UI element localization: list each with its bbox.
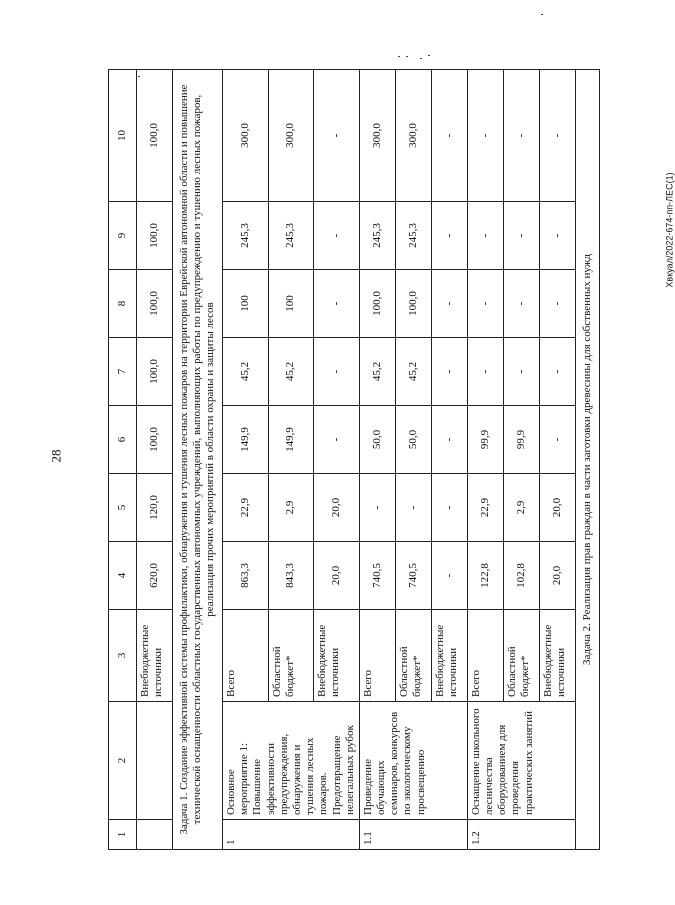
- table-row: [137, 70, 173, 850]
- budget-table: [108, 69, 600, 850]
- value-cell: -: [314, 406, 360, 474]
- value-cell: -: [503, 338, 539, 406]
- value-cell: 300,0: [268, 70, 314, 202]
- value-cell: 45,2: [359, 338, 395, 406]
- value-cell: -: [467, 202, 503, 270]
- funding-source: Всего: [223, 610, 269, 702]
- table-row: [223, 70, 269, 850]
- value-cell: 740,5: [395, 542, 431, 610]
- value-cell: 120,0: [137, 474, 173, 542]
- value-cell: -: [431, 270, 467, 338]
- value-cell: 45,2: [395, 338, 431, 406]
- value-cell: 300,0: [359, 70, 395, 202]
- value-cell: 20,0: [314, 542, 360, 610]
- value-cell: -: [467, 70, 503, 202]
- value-cell: -: [467, 270, 503, 338]
- value-cell: -: [431, 474, 467, 542]
- col-head-6: 6: [109, 406, 137, 474]
- value-cell: 100: [223, 270, 269, 338]
- value-cell: -: [314, 202, 360, 270]
- row-number: 1.2: [467, 820, 575, 850]
- value-cell: -: [539, 70, 575, 202]
- funding-source: Всего: [467, 610, 503, 702]
- value-cell: -: [539, 338, 575, 406]
- value-cell: -: [539, 406, 575, 474]
- value-cell: 100,0: [137, 338, 173, 406]
- col-head-3: 3: [109, 610, 137, 702]
- document-id: Хвкуал/2022-674-пп-ЛЕС(1): [664, 172, 675, 288]
- value-cell: -: [314, 70, 360, 202]
- value-cell: 50,0: [395, 406, 431, 474]
- value-cell: 45,2: [268, 338, 314, 406]
- value-cell: -: [314, 338, 360, 406]
- col-head-2: 2: [109, 702, 137, 820]
- rotated-table-container: [108, 70, 594, 850]
- value-cell: 245,3: [395, 202, 431, 270]
- value-cell: -: [359, 474, 395, 542]
- funding-source: Областной бюджет*: [395, 610, 431, 702]
- value-cell: 122,8: [467, 542, 503, 610]
- funding-source: Внебюджетные источники: [314, 610, 360, 702]
- row-number: 1: [223, 820, 360, 850]
- value-cell: -: [503, 202, 539, 270]
- value-cell: -: [539, 270, 575, 338]
- value-cell: 20,0: [314, 474, 360, 542]
- value-cell: 100,0: [137, 406, 173, 474]
- value-cell: -: [503, 70, 539, 202]
- value-cell: 100: [268, 270, 314, 338]
- value-cell: -: [503, 270, 539, 338]
- value-cell: -: [395, 474, 431, 542]
- value-cell: -: [431, 338, 467, 406]
- value-cell: 50,0: [359, 406, 395, 474]
- col-head-8: 8: [109, 270, 137, 338]
- col-head-5: 5: [109, 474, 137, 542]
- value-cell: 300,0: [223, 70, 269, 202]
- task-row: [575, 70, 599, 850]
- value-cell: -: [467, 338, 503, 406]
- table-row: [467, 70, 503, 850]
- value-cell: 102,8: [503, 542, 539, 610]
- activity-name: Основное мероприятие 1: Повышение эффективности предупреждения, обнаружения и тушения лесных пожаров. Предотвращение нелегальных рубок: [223, 702, 360, 820]
- value-cell: -: [539, 202, 575, 270]
- value-cell: 2,9: [503, 474, 539, 542]
- value-cell: 863,3: [223, 542, 269, 610]
- value-cell: -: [431, 202, 467, 270]
- value-cell: -: [431, 70, 467, 202]
- value-cell: 22,9: [467, 474, 503, 542]
- value-cell: 245,3: [268, 202, 314, 270]
- row-number: [137, 820, 173, 850]
- value-cell: 45,2: [223, 338, 269, 406]
- value-cell: 99,9: [503, 406, 539, 474]
- value-cell: 20,0: [539, 474, 575, 542]
- value-cell: 843,3: [268, 542, 314, 610]
- task-row: [173, 70, 223, 850]
- value-cell: 149,9: [268, 406, 314, 474]
- col-head-7: 7: [109, 338, 137, 406]
- row-name: [137, 702, 173, 820]
- value-cell: 149,9: [223, 406, 269, 474]
- funding-source: Внебюджетные источники: [137, 610, 173, 702]
- table-row: [359, 70, 395, 850]
- funding-source: Областной бюджет*: [268, 610, 314, 702]
- activity-name: Проведение обучающих семинаров, конкурсов по экологическому просвещению: [359, 702, 467, 820]
- value-cell: 20,0: [539, 542, 575, 610]
- value-cell: 245,3: [223, 202, 269, 270]
- value-cell: -: [431, 542, 467, 610]
- value-cell: 100,0: [359, 270, 395, 338]
- value-cell: 100,0: [137, 270, 173, 338]
- value-cell: 100,0: [137, 202, 173, 270]
- value-cell: 300,0: [395, 70, 431, 202]
- activity-name: Оснащение школьного лесничества оборудованием для проведения практических занятий: [467, 702, 575, 820]
- value-cell: 100,0: [137, 70, 173, 202]
- value-cell: 22,9: [223, 474, 269, 542]
- col-head-4: 4: [109, 542, 137, 610]
- value-cell: 245,3: [359, 202, 395, 270]
- task-2-heading: Задача 2. Реализация прав граждан в части заготовки древесины для собственных нужд: [575, 70, 599, 850]
- funding-source: Внебюджетные источники: [431, 610, 467, 702]
- value-cell: -: [431, 406, 467, 474]
- value-cell: 620,0: [137, 542, 173, 610]
- col-head-1: 1: [109, 820, 137, 850]
- value-cell: -: [314, 270, 360, 338]
- task-1-heading: Задача 1. Создание эффективной системы профилактики, обнаружения и тушения лесных пожаров на территории Еврейской автономной области и повышение технической оснащенности областных государственных автономных учреждений, выполняющих работы по предупреждению и тушению лесных пожаров, реализация прочих мероприятий в области охраны и защиты лесов: [173, 70, 223, 850]
- value-cell: 2,9: [268, 474, 314, 542]
- value-cell: 99,9: [467, 406, 503, 474]
- row-number: 1.1: [359, 820, 467, 850]
- col-head-9: 9: [109, 202, 137, 270]
- value-cell: 740,5: [359, 542, 395, 610]
- value-cell: 100,0: [395, 270, 431, 338]
- funding-source: Всего: [359, 610, 395, 702]
- funding-source: Внебюджетные источники: [539, 610, 575, 702]
- page-number: 28: [48, 449, 64, 463]
- column-number-row: [109, 70, 137, 850]
- funding-source: Областной бюджет*: [503, 610, 539, 702]
- col-head-10: 10: [109, 70, 137, 202]
